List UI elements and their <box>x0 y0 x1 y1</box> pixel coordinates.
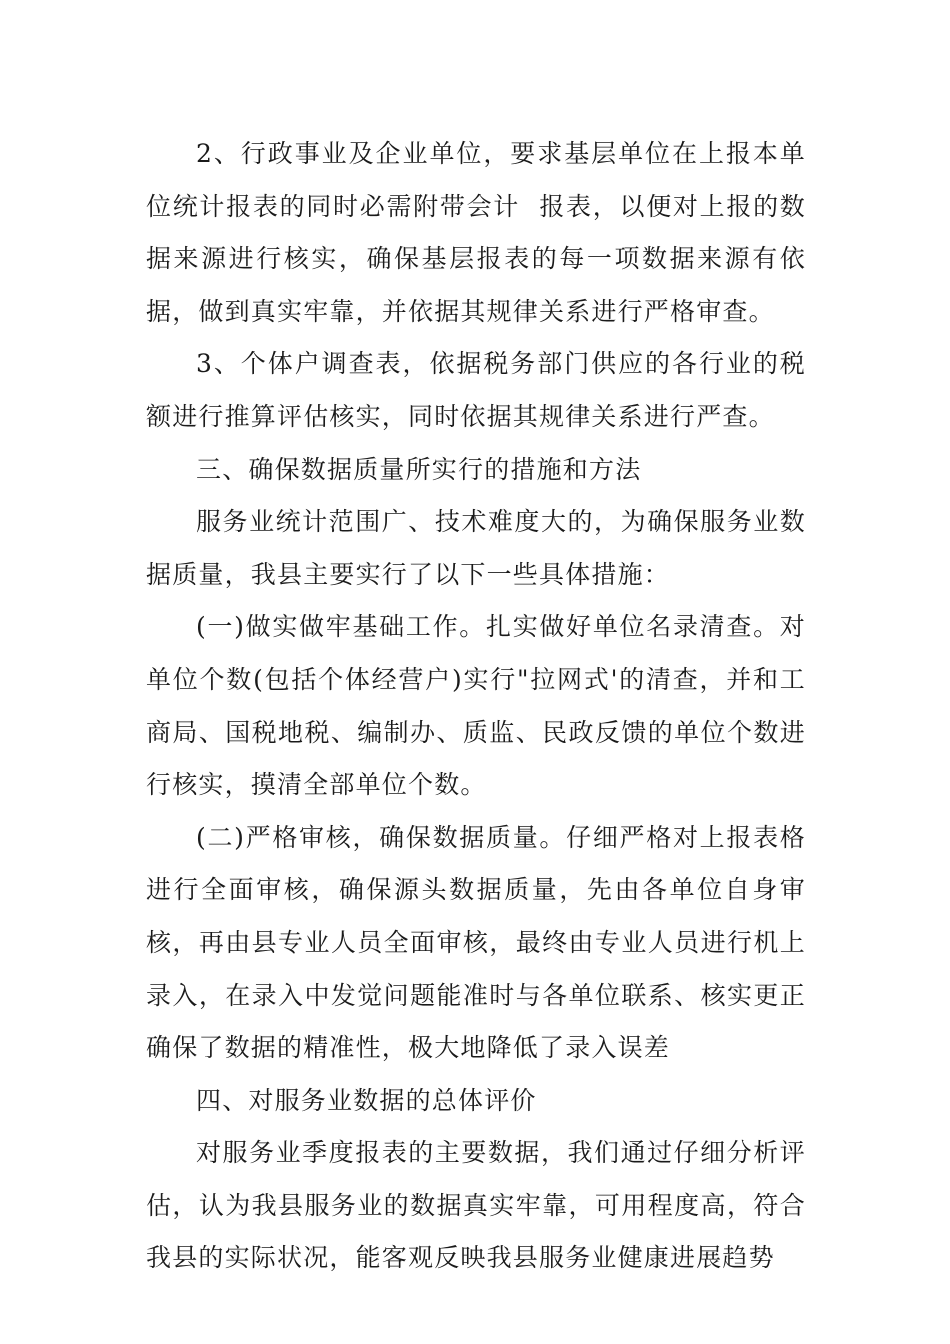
paragraph-intro-measures: 服务业统计范围广、技术难度大的，为确保服务业数据质量，我县主要实行了以下一些具体措施： <box>146 507 806 589</box>
document-body <box>146 128 806 1285</box>
paragraph-measure-1: (一)做实做牢基础工作。扎实做好单位名录清查。对单位个数(包括个体经营户)实行"拉网式'的清查，并和工商局、国税地税、编制办、质监、民政反馈的单位个数进行核实，摸清全部单位个数。 <box>146 612 806 800</box>
paragraph-item-2: 2、行政事业及企业单位，要求基层单位在上报本单位统计报表的同时必需附带会计 报表，以便对上报的数据来源进行核实，确保基层报表的每一项数据来源有依据，做到真实牢靠，并依据其规律关系进行严格审查。 <box>146 139 806 326</box>
paragraph-evaluation: 对服务业季度报表的主要数据，我们通过仔细分析评估，认为我县服务业的数据真实牢靠，可用程度高，符合我县的实际状况，能客观反映我县服务业健康进展趋势 <box>146 1138 806 1273</box>
paragraph-item-3: 3、个体户调查表，依据税务部门供应的各行业的税额进行推算评估核实，同时依据其规律关系进行严查。 <box>146 349 806 431</box>
section-heading-3: 三、确保数据质量所实行的措施和方法 <box>196 454 642 484</box>
paragraph-measure-2: (二)严格审核，确保数据质量。仔细严格对上报表格进行全面审核，确保源头数据质量，先由各单位自身审核，再由县专业人员全面审核，最终由专业人员进行机上录入，在录入中发觉问题能准时与各单位联系、核实更正确保了数据的精准性，极大地降低了录入误差 <box>146 822 806 1063</box>
section-heading-4: 四、对服务业数据的总体评价 <box>196 1085 537 1115</box>
